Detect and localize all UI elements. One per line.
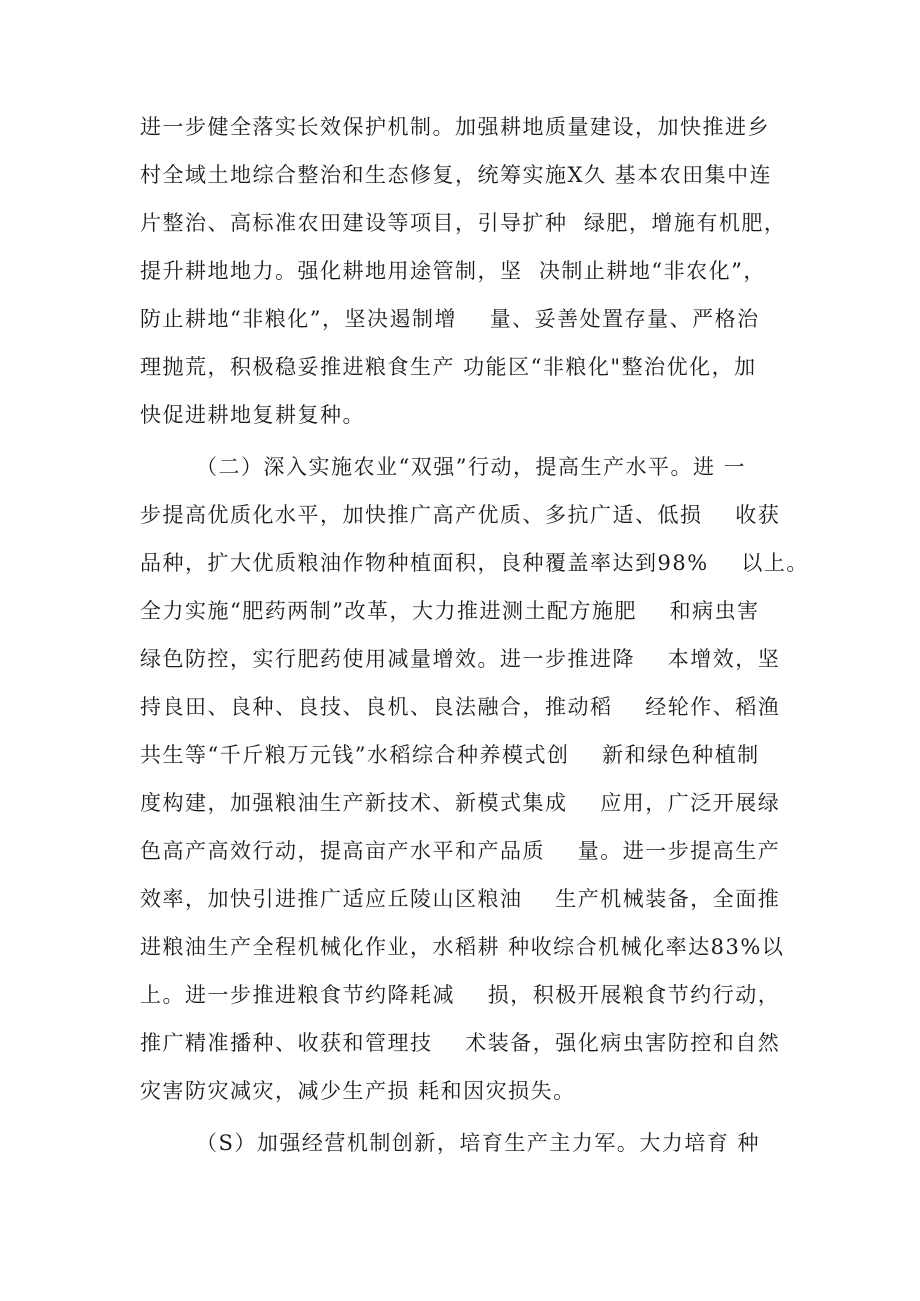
text-line-16: 色高产高效行动，提高亩产水平和产品质 量。进一步提高生产: [140, 839, 781, 863]
text-line-5: 防止耕地“非粮化”，坚决遏制增 量、妥善处置存量、严格治: [140, 307, 760, 331]
text-line-13: 持良田、良种、良技、良机、良法融合，推动稻 经轮作、稻渔: [140, 695, 781, 719]
text-line-11: 全力实施“肥药两制”改革，大力推进测土配方施肥 和病虫害: [140, 599, 760, 623]
text-line-4: 提升耕地地力。强化耕地用途管制，坚 决制止耕地“非农化”，: [140, 259, 766, 283]
text-line-7: 快促进耕地复耕复种。: [140, 403, 365, 427]
section-2-heading-line: （二）深入实施农业“双强”行动，提高生产水平。进 一: [196, 455, 747, 479]
text-line-12: 绿色防控，实行肥药使用减量增效。进一步推进降 本增效，坚: [140, 647, 781, 671]
text-line-9: 步提高优质化水平，加快推广高产优质、多抗广适、低损 收获: [140, 503, 781, 527]
text-line-19: 上。进一步推进粮食节约降耗减 损，积极开展粮食节约行动，: [140, 983, 781, 1007]
text-line-20: 推广精准播种、收获和管理技 术装备，强化病虫害防控和自然: [140, 1031, 781, 1055]
text-line-6: 理抛荒，积极稳妥推进粮食生产 功能区“非粮化"整治优化，加: [140, 355, 757, 379]
section-3-heading-line: （S）加强经营机制创新，培育生产主力军。大力培育 种: [196, 1131, 761, 1155]
text-line-17: 效率，加快引进推广适应丘陵山区粮油 生产机械装备，全面推: [140, 887, 781, 911]
text-line-2: 村全域土地综合整治和生态修复，统筹实施X久 基本农田集中连: [140, 163, 773, 187]
text-line-18: 进粮油生产全程机械化作业，水稻耕 种收综合机械化率达83%以: [140, 935, 785, 959]
text-line-1: 进一步健全落实长效保护机制。加强耕地质量建设，加快推进乡: [140, 115, 770, 139]
text-line-3: 片整治、高标准农田建设等项目，引导扩种 绿肥，增施有机肥，: [140, 211, 787, 235]
text-line-10: 品种，扩大优质粮油作物种植面积，良种覆盖率达到98% 以上。: [140, 551, 809, 575]
text-line-15: 度构建，加强粮油生产新技术、新模式集成 应用，广泛开展绿: [140, 791, 781, 815]
text-line-21: 灾害防灾减灾，减少生产损 耗和因灾损失。: [140, 1079, 576, 1103]
text-line-14: 共生等“千斤粮万元钱”水稻综合种养模式创 新和绿色种植制: [140, 743, 760, 767]
